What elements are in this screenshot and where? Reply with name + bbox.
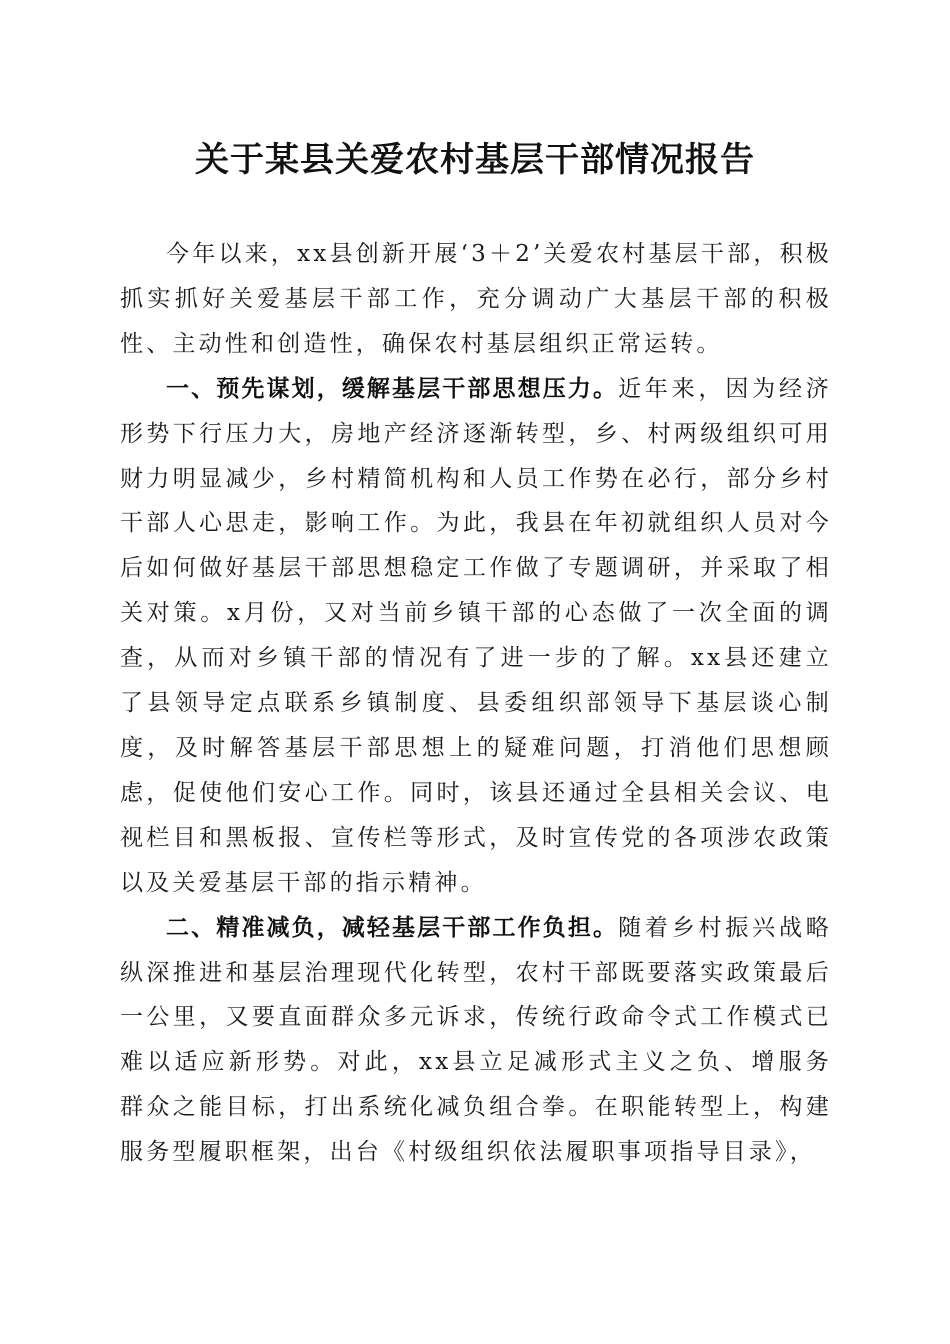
- intro-paragraph: 今年以来，xx县创新开展‘3＋2’关爱农村基层干部，积极抓实抓好关爱基层干部工作，充分调动广大基层干部的积极性、主动性和创造性，确保农村基层组织正常运转。: [120, 241, 832, 357]
- document-title: 关于某县关爱农村基层干部情况报告: [195, 140, 755, 180]
- section-heading-1: 一、预先谋划，缓解基层干部思想压力。: [166, 375, 619, 402]
- section-paragraph-1: [120, 367, 832, 906]
- section-paragraph-2: [120, 906, 832, 1175]
- document-body: [120, 232, 832, 1175]
- section-heading-2: 二、精准减负，减轻基层干部工作负担。: [166, 914, 619, 941]
- section-text-2: 随着乡村振兴战略纵深推进和基层治理现代化转型，农村干部既要落实政策最后一公里，又要直面群众多元诉求，传统行政命令式工作模式已难以适应新形势。对此，xx县立足减形式主义之负、增服务群众之能目标，打出系统化减负组合拳。在职能转型上，构建服务型履职框架，出台《村级组织依法履职事项指导目录》，: [120, 914, 833, 1166]
- section-text-1: 近年来，因为经济形势下行压力大，房地产经济逐渐转型，乡、村两级组织可用财力明显减少，乡村精简机构和人员工作势在必行，部分乡村干部人心思走，影响工作。为此，我县在年初就组织人员对今后如何做好基层干部思想稳定工作做了专题调研，并采取了相关对策。x月份，又对当前乡镇干部的心态做了一次全面的调查，从而对乡镇干部的情况有了进一步的了解。xx县还建立了县领导定点联系乡镇制度、县委组织部领导下基层谈心制度，及时解答基层干部思想上的疑难问题，打消他们思想顾虑，促使他们安心工作。同时，该县还通过全县相关会议、电视栏目和黑板报、宣传栏等形式，及时宣传党的各项涉农政策以及关爱基层干部的指示精神。: [120, 375, 833, 896]
